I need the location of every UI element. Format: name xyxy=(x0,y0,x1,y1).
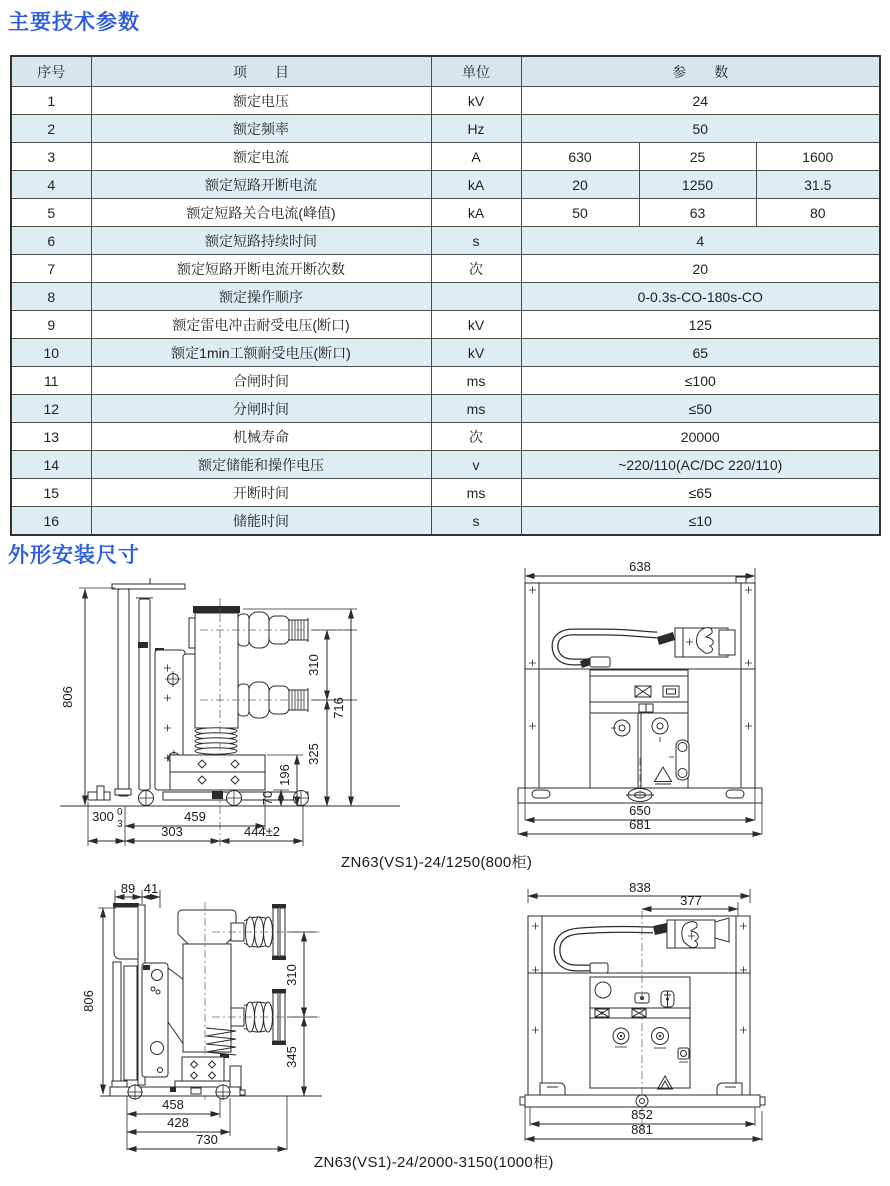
cell-item: 额定短路持续时间 xyxy=(91,227,431,255)
dim-label: 41 xyxy=(143,882,159,896)
cell-item: 额定短路开断电流 xyxy=(91,171,431,199)
cell-item: 机械寿命 xyxy=(91,423,431,451)
dim-label: 310 xyxy=(306,654,321,676)
cell-unit: ms xyxy=(431,395,521,423)
header-item: 项 目 xyxy=(91,56,431,87)
table-row xyxy=(11,227,880,255)
dim-label: 852 xyxy=(631,1107,653,1122)
cell-value: ≤100 xyxy=(521,367,880,395)
cell-no: 5 xyxy=(11,199,91,227)
table-row xyxy=(11,311,880,339)
drawing-caption-1000: ZN63(VS1)-24/2000-3150(1000柜) xyxy=(314,1154,554,1171)
header-params: 参 数 xyxy=(521,56,880,87)
cell-value: 63 xyxy=(639,199,756,227)
table-row xyxy=(11,423,880,451)
table-row xyxy=(11,255,880,283)
cell-value: 20 xyxy=(521,171,639,199)
cell-value: 20 xyxy=(521,255,880,283)
dim-label: 89 xyxy=(120,882,136,896)
cell-item: 额定电压 xyxy=(91,87,431,115)
cell-value: 50 xyxy=(521,199,639,227)
cell-value: 65 xyxy=(521,339,880,367)
cell-item: 额定短路关合电流(峰值) xyxy=(91,199,431,227)
cell-no: 3 xyxy=(11,143,91,171)
front-view-1000-drawing xyxy=(495,880,785,1150)
dim-label: 303 xyxy=(161,824,183,839)
cell-no: 16 xyxy=(11,507,91,536)
header-no: 序号 xyxy=(11,56,91,87)
cell-value: 630 xyxy=(521,143,639,171)
table-row xyxy=(11,171,880,199)
cell-unit: kA xyxy=(431,199,521,227)
cell-no: 6 xyxy=(11,227,91,255)
tolerance-upper: 0 xyxy=(117,807,123,818)
cell-unit: 次 xyxy=(431,255,521,283)
dim-label: 716 xyxy=(331,697,346,719)
cell-value: 125 xyxy=(521,311,880,339)
cell-no: 8 xyxy=(11,283,91,311)
cell-value: ≤65 xyxy=(521,479,880,507)
table-row xyxy=(11,143,880,171)
dim-label: 838 xyxy=(629,880,651,895)
dim-label: 300 xyxy=(92,809,114,824)
dim-label: 444±2 xyxy=(243,824,281,839)
table-row xyxy=(11,451,880,479)
header-unit: 单位 xyxy=(431,56,521,87)
dim-label: 345 xyxy=(284,1046,299,1068)
table-row xyxy=(11,507,880,536)
dim-label: 459 xyxy=(184,809,206,824)
table-row xyxy=(11,87,880,115)
cell-no: 1 xyxy=(11,87,91,115)
dim-label: 806 xyxy=(81,990,96,1012)
cell-no: 7 xyxy=(11,255,91,283)
dim-label: 325 xyxy=(306,743,321,765)
cell-unit: kV xyxy=(431,87,521,115)
drawing-caption-800: ZN63(VS1)-24/1250(800柜) xyxy=(341,854,533,871)
cell-no: 11 xyxy=(11,367,91,395)
table-row xyxy=(11,395,880,423)
dim-label: 377 xyxy=(680,893,702,908)
cell-unit: s xyxy=(431,227,521,255)
cell-no: 15 xyxy=(11,479,91,507)
cell-unit: A xyxy=(431,143,521,171)
cell-value: 20000 xyxy=(521,423,880,451)
cell-unit: ms xyxy=(431,367,521,395)
cell-unit: v xyxy=(431,451,521,479)
front-view-800-drawing xyxy=(505,558,770,848)
cell-unit: Hz xyxy=(431,115,521,143)
cell-value: 25 xyxy=(639,143,756,171)
table-row xyxy=(11,339,880,367)
cell-value: 31.5 xyxy=(756,171,880,199)
table-row xyxy=(11,199,880,227)
dim-label: 650 xyxy=(629,803,651,818)
cell-item: 额定频率 xyxy=(91,115,431,143)
cell-unit: kA xyxy=(431,171,521,199)
section-title-dimensions: 外形安装尺寸 xyxy=(8,544,140,567)
dim-label: 70 xyxy=(260,790,275,806)
dim-label: 310 xyxy=(284,964,299,986)
cell-no: 9 xyxy=(11,311,91,339)
cell-unit xyxy=(431,283,521,311)
dim-label: 881 xyxy=(631,1122,653,1137)
tech-params-table xyxy=(10,55,881,536)
cell-value: 1600 xyxy=(756,143,880,171)
cell-item: 额定雷电冲击耐受电压(断口) xyxy=(91,311,431,339)
cell-no: 12 xyxy=(11,395,91,423)
cell-value: ≤50 xyxy=(521,395,880,423)
cell-value: 0-0.3s-CO-180s-CO xyxy=(521,283,880,311)
table-row xyxy=(11,367,880,395)
cell-value: 80 xyxy=(756,199,880,227)
cell-no: 4 xyxy=(11,171,91,199)
table-row xyxy=(11,283,880,311)
table-header-row xyxy=(11,56,880,87)
cell-no: 13 xyxy=(11,423,91,451)
cell-item: 额定储能和操作电压 xyxy=(91,451,431,479)
cell-item: 额定电流 xyxy=(91,143,431,171)
dim-label: 681 xyxy=(629,817,651,832)
dim-label: 638 xyxy=(629,559,651,574)
side-view-1000-drawing xyxy=(72,882,402,1157)
table-row xyxy=(11,115,880,143)
cell-item: 开断时间 xyxy=(91,479,431,507)
tolerance-lower: 3 xyxy=(117,819,123,830)
cell-item: 分闸时间 xyxy=(91,395,431,423)
cell-item: 储能时间 xyxy=(91,507,431,536)
table-row xyxy=(11,479,880,507)
cell-item: 额定操作顺序 xyxy=(91,283,431,311)
cell-item: 额定1min工额耐受电压(断口) xyxy=(91,339,431,367)
dim-label: 428 xyxy=(167,1115,189,1130)
cell-value: 4 xyxy=(521,227,880,255)
cell-no: 10 xyxy=(11,339,91,367)
cell-no: 2 xyxy=(11,115,91,143)
dim-label: 458 xyxy=(162,1097,184,1112)
cell-value: ≤10 xyxy=(521,507,880,536)
cell-item: 额定短路开断电流开断次数 xyxy=(91,255,431,283)
cell-value: 50 xyxy=(521,115,880,143)
cell-unit: s xyxy=(431,507,521,536)
cell-unit: kV xyxy=(431,339,521,367)
cell-value: 1250 xyxy=(639,171,756,199)
side-view-800-drawing xyxy=(55,568,435,868)
cell-unit: kV xyxy=(431,311,521,339)
cell-value: 24 xyxy=(521,87,880,115)
cell-unit: ms xyxy=(431,479,521,507)
dim-label: 730 xyxy=(196,1132,218,1147)
cell-unit: 次 xyxy=(431,423,521,451)
cell-no: 14 xyxy=(11,451,91,479)
cell-value: ~220/110(AC/DC 220/110) xyxy=(521,451,880,479)
dim-label: 196 xyxy=(277,764,292,786)
dim-label: 806 xyxy=(60,686,75,708)
section-title-tech-params: 主要技术参数 xyxy=(8,11,140,34)
cell-item: 合闸时间 xyxy=(91,367,431,395)
